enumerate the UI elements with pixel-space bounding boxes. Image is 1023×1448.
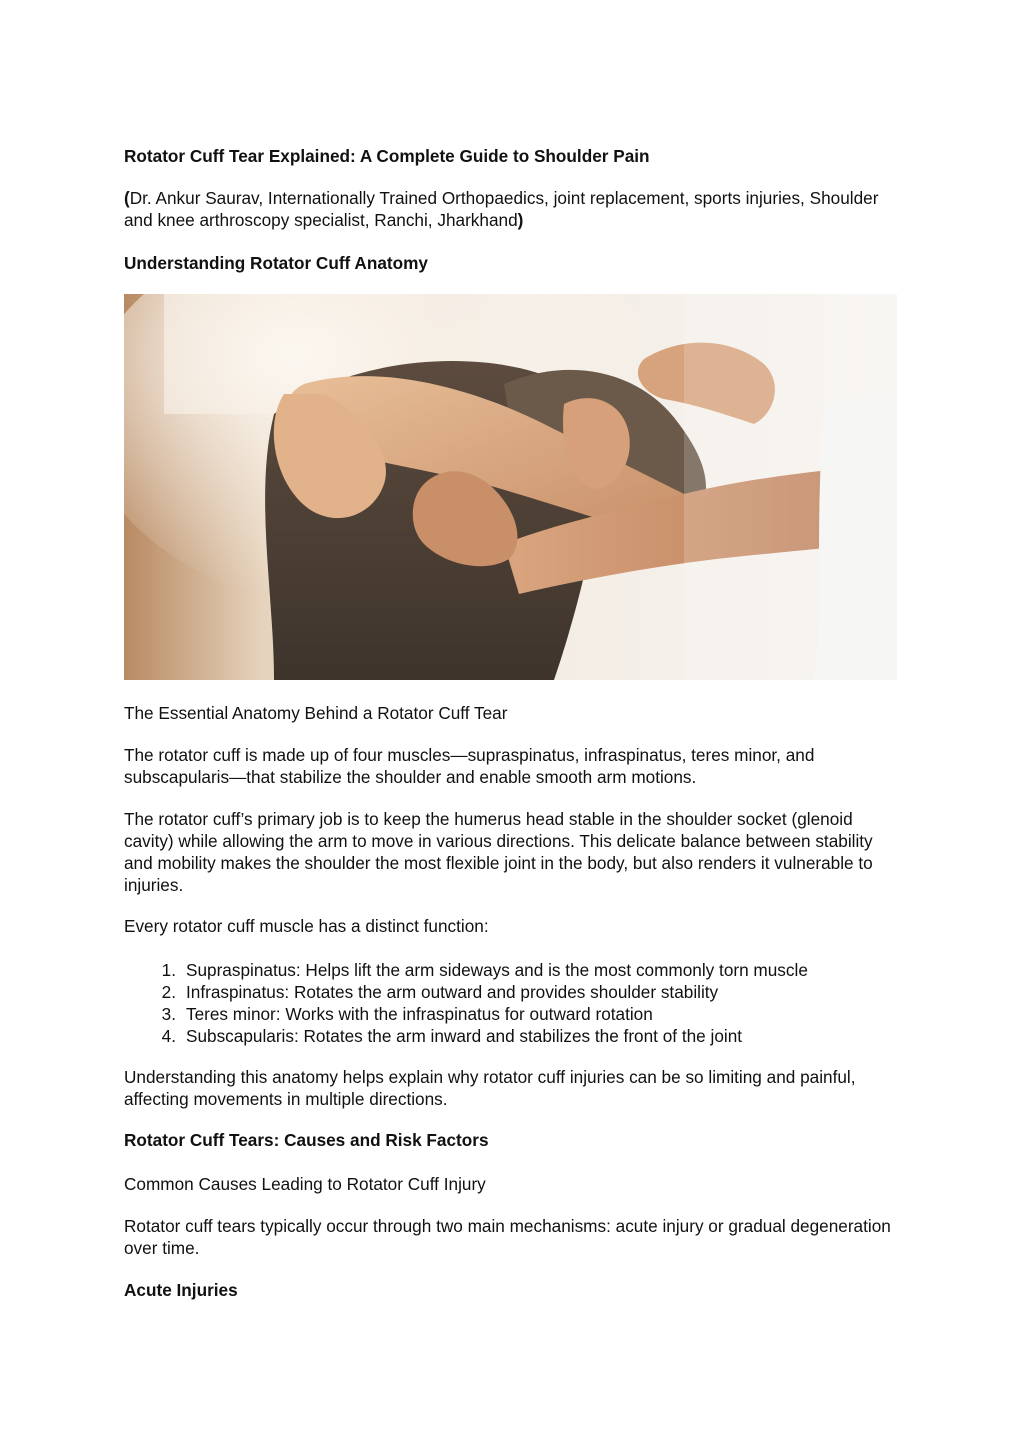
author-open-paren: ( — [124, 188, 130, 208]
list-item-number: 2. — [161, 982, 176, 1002]
shoulder-stretch-photo — [124, 294, 897, 680]
document-title: Rotator Cuff Tear Explained: A Complete Guide to Shoulder Pain — [124, 146, 650, 166]
list-item-text: Infraspinatus: Rotates the arm outward and provides shoulder stability — [186, 982, 719, 1002]
author-text: Dr. Ankur Saurav, Internationally Trained Orthopaedics, joint replacement, sports injuries, Shoulder and knee arthroscopy specialist, Ranchi, Jharkhand — [124, 188, 879, 230]
list-item-text: Subscapularis: Rotates the arm inward and stabilizes the front of the joint — [186, 1026, 743, 1046]
paragraph-primary-job: The rotator cuff’s primary job is to keep the humerus head stable in the shoulder socket (glenoid cavity) while allowing the arm to move in various directions. This delicate balance between stability and mobility makes the shoulder the most flexible joint in the body, but also renders it vulnerable to injuries. — [124, 809, 873, 895]
list-item — [124, 1025, 904, 1047]
photo-caption: The Essential Anatomy Behind a Rotator Cuff Tear — [124, 703, 508, 723]
section-heading-anatomy: Understanding Rotator Cuff Anatomy — [124, 253, 428, 273]
paragraph-mechanisms: Rotator cuff tears typically occur through two main mechanisms: acute injury or gradual degeneration over time. — [124, 1216, 891, 1258]
subheading-common-causes: Common Causes Leading to Rotator Cuff Injury — [124, 1174, 486, 1194]
list-item — [124, 959, 904, 981]
list-item-text: Teres minor: Works with the infraspinatus for outward rotation — [186, 1004, 653, 1024]
list-item-number: 3. — [161, 1004, 176, 1024]
photo-illustration — [124, 294, 897, 680]
author-close-paren: ) — [517, 210, 524, 230]
paragraph-understanding-anatomy: Understanding this anatomy helps explain why rotator cuff injuries can be so limiting and painful, affecting movements in multiple directions. — [124, 1067, 856, 1109]
subheading-acute-injuries: Acute Injuries — [124, 1280, 238, 1300]
list-item-number: 4. — [161, 1026, 176, 1046]
paragraph-distinct-function: Every rotator cuff muscle has a distinct function: — [124, 916, 489, 936]
list-item — [124, 981, 904, 1003]
paragraph-rotator-cuff-muscles: The rotator cuff is made up of four muscles—supraspinatus, infraspinatus, teres minor, and subscapularis—that stabilize the shoulder and enable smooth arm motions. — [124, 745, 815, 787]
list-item — [124, 1003, 904, 1025]
section-heading-causes: Rotator Cuff Tears: Causes and Risk Factors — [124, 1130, 489, 1150]
list-item-text: Supraspinatus: Helps lift the arm sideways and is the most commonly torn muscle — [186, 960, 808, 980]
author-byline — [124, 187, 904, 231]
list-item-number: 1. — [161, 960, 176, 980]
muscle-function-list — [124, 959, 904, 1047]
